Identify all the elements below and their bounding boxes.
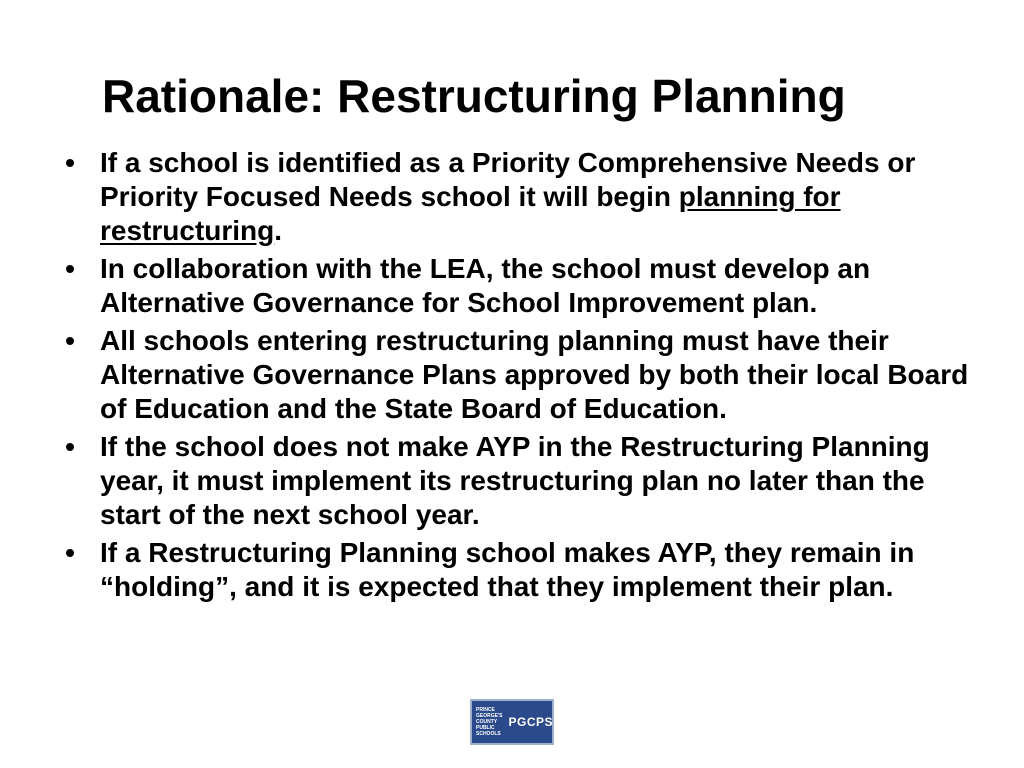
bullet-text: All schools entering restructuring planning must have their Alternative Governance Plans approved by both their local Board of Education and the State Board of Education.: [100, 325, 969, 424]
bullet-item: [58, 430, 978, 532]
logo-acronym: PGCPS: [508, 715, 553, 729]
bullet-text-before: If a school is identified as a Priority Comprehensive Needs or Priority Focused Needs school it will begin: [100, 147, 916, 212]
logo-line: GEORGE'S: [476, 713, 503, 719]
logo-line: PUBLIC: [476, 725, 495, 731]
bullet-item: [58, 324, 978, 426]
bullet-text: [100, 147, 915, 246]
logo-line: PRINCE: [476, 707, 495, 713]
bullet-dot-icon: •: [65, 537, 75, 568]
logo-wordmark: [472, 707, 502, 737]
bullet-text: If a Restructuring Planning school makes AYP, they remain in “holding”, and it is expected that they implement their plan.: [100, 537, 915, 602]
logo-line: SCHOOLS: [476, 731, 501, 737]
bullet-list: [58, 146, 978, 608]
bullet-dot-icon: •: [65, 431, 75, 462]
bullet-dot-icon: •: [65, 147, 75, 178]
bullet-text-underlined: planning for restructuring: [100, 181, 841, 246]
pgcps-logo: [470, 699, 554, 745]
bullet-item: [58, 146, 978, 248]
logo-line: COUNTY: [476, 719, 498, 725]
bullet-dot-icon: •: [65, 253, 75, 284]
bullet-item: [58, 252, 978, 320]
bullet-item: [58, 536, 978, 604]
bullet-dot-icon: •: [65, 325, 75, 356]
bullet-text-after: .: [274, 215, 283, 246]
bullet-text: In collaboration with the LEA, the school must develop an Alternative Governance for School Improvement plan.: [100, 253, 871, 318]
slide-title: Rationale: Restructuring Planning: [102, 70, 846, 122]
bullet-text: If the school does not make AYP in the Restructuring Planning year, it must implement its restructuring plan no later than the start of the next school year.: [100, 431, 930, 530]
